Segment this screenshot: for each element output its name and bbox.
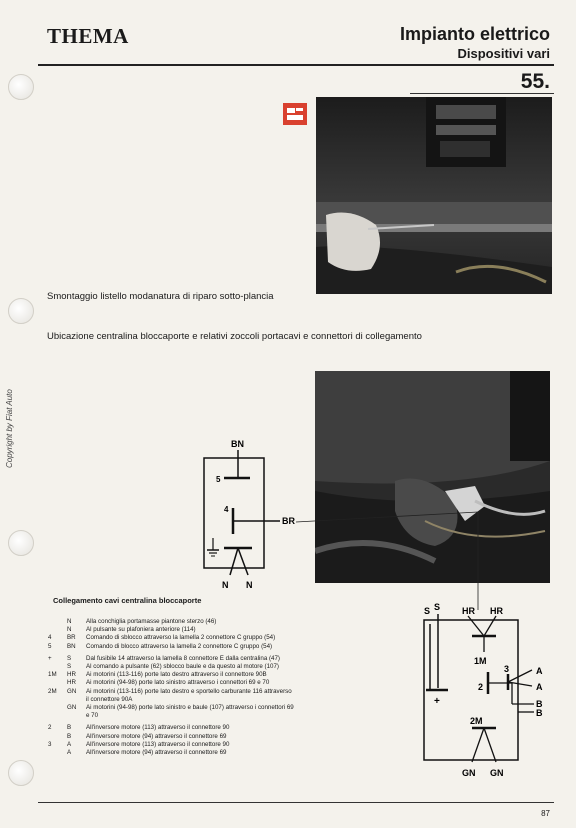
terminal-cell: 2 [48,724,52,732]
wire-color-cell: N [67,626,72,634]
table-row [48,749,378,757]
description-cell: Al pulsante su plafoniera anteriore (114) [86,626,196,634]
table-row [48,626,378,634]
description-cell: Dal fusibile 14 attraverso la lamella 8 connettore E dalla centralina (47) [86,654,280,662]
description-cell: Ai motorini (94-98) porte lato sinistro attraverso i connettori 69 e 70 [86,679,270,687]
table-row [48,655,378,663]
label-gn: GN [490,768,504,778]
terminal-cell [48,626,67,634]
terminal-cell [48,679,67,687]
table-row [48,688,378,696]
page-title: Impianto elettrico [399,24,550,44]
description-cell: Alla conchiglia portamasse piantone sterzo (46) [86,618,217,625]
label-3: 3 [504,664,510,674]
page-number: 87 [541,809,550,818]
section-number: 55. [520,70,550,93]
label-b: B [536,708,543,718]
wire-color-cell: B [67,732,72,740]
terminal-cell [48,749,67,757]
wire-color-cell: S [67,663,72,671]
description-cell: All'inversore motore (113) attraverso il connettore 90 [86,740,230,748]
footer-rule [38,802,554,803]
description-cell: All'inversore motore (94) attraverso il connettore 69 [86,749,227,757]
brand-name: THEMA [47,24,129,48]
wire-color-cell: B [67,724,72,732]
description-cell: e 70 [86,712,99,720]
table-row [48,663,378,671]
diagram-connector-motors [412,600,572,790]
table-row [48,618,378,626]
wire-color-cell: HR [67,671,76,679]
section-heading-lock-unit: Ubicazione centralina bloccaporte e relativi zoccoli portacavi e connettori di collegamento [47,331,422,342]
table-row [48,733,378,741]
label-n: N [246,580,253,590]
wire-color-cell: GN [67,687,77,695]
table-row [48,634,378,642]
table-row [48,724,378,732]
description-cell: Al comando a pulsante (62) sblocco baule e da questo al motore (107) [86,663,279,671]
label-plus: + [434,696,440,707]
wire-color-cell: HR [67,679,76,687]
description-cell: Ai motorini (113-116) porte lato destro attraverso il connettore 90B [86,671,267,679]
diagram-connector-main [180,430,320,600]
label-2: 2 [478,682,484,692]
label-s: S [434,602,441,612]
table-row [48,671,378,679]
wire-color-cell: GN [67,704,77,712]
terminal-cell: 4 [48,634,52,642]
label-5: 5 [216,475,221,484]
label-b: B [536,699,543,709]
terminal-cell: 1M [48,671,57,679]
label-4: 4 [224,505,229,514]
wire-color-cell [67,712,86,720]
table-row [48,643,378,651]
wiring-table-title: Collegamento cavi centralina bloccaporte [53,596,202,605]
terminal-cell: 5 [48,642,52,650]
description-cell: Ai motorini (94-98) porte lato sinistro e baule (107) attraverso i connettori 69 [86,704,294,712]
label-gn: GN [462,768,476,778]
copyright-note: Copyright by Fiat Auto [5,389,14,468]
wire-color-cell: S [67,654,72,662]
table-row [48,712,378,720]
label-bn: BN [231,439,244,449]
wiring-table [48,618,378,757]
description-cell: Comando di sblocco attraverso la lamella 2 connettore C gruppo (54) [86,634,276,642]
table-row [48,679,378,687]
terminal-cell [48,663,67,671]
terminal-cell: 2M [48,687,57,695]
terminal-cell [48,696,67,704]
description-cell: All'inversore motore (113) attraverso il connettore 90 [86,724,230,732]
label-a: A [536,666,543,676]
wire-color-cell: A [67,740,72,748]
label-hr: HR [462,606,475,616]
terminal-cell: + [48,654,52,662]
terminal-cell [48,618,67,626]
wire-color-cell: BR [67,634,76,642]
page-subtitle: Dispositivi vari [457,46,550,61]
photo-caption-trim: Smontaggio listello modanatura di riparo sotto-plancia [47,291,274,302]
table-row [48,704,378,712]
label-s: S [424,606,431,616]
label-a: A [536,682,543,692]
table-row [48,741,378,749]
terminal-cell [48,704,67,712]
wire-color-cell: BN [67,642,76,650]
wire-color-cell: A [67,749,72,757]
description-cell: Comando di blocco attraverso la lamella 2 connettore C gruppo (54) [86,642,273,650]
description-cell: All'inversore motore (94) attraverso il connettore 69 [86,732,227,740]
terminal-cell [48,712,67,720]
label-hr: HR [490,606,503,616]
label-1m: 1M [474,656,487,666]
label-2m: 2M [470,716,483,726]
terminal-cell [48,733,67,741]
wire-color-cell [67,696,86,704]
description-cell: il connettore 90A [86,695,133,703]
terminal-cell: 3 [48,740,52,748]
table-row [48,696,378,704]
label-br: BR [282,516,295,526]
label-n: N [222,580,229,590]
wire-color-cell: N [67,618,72,625]
description-cell: Ai motorini (113-116) porte lato destro e sportello carburante 116 attraverso [86,687,292,695]
